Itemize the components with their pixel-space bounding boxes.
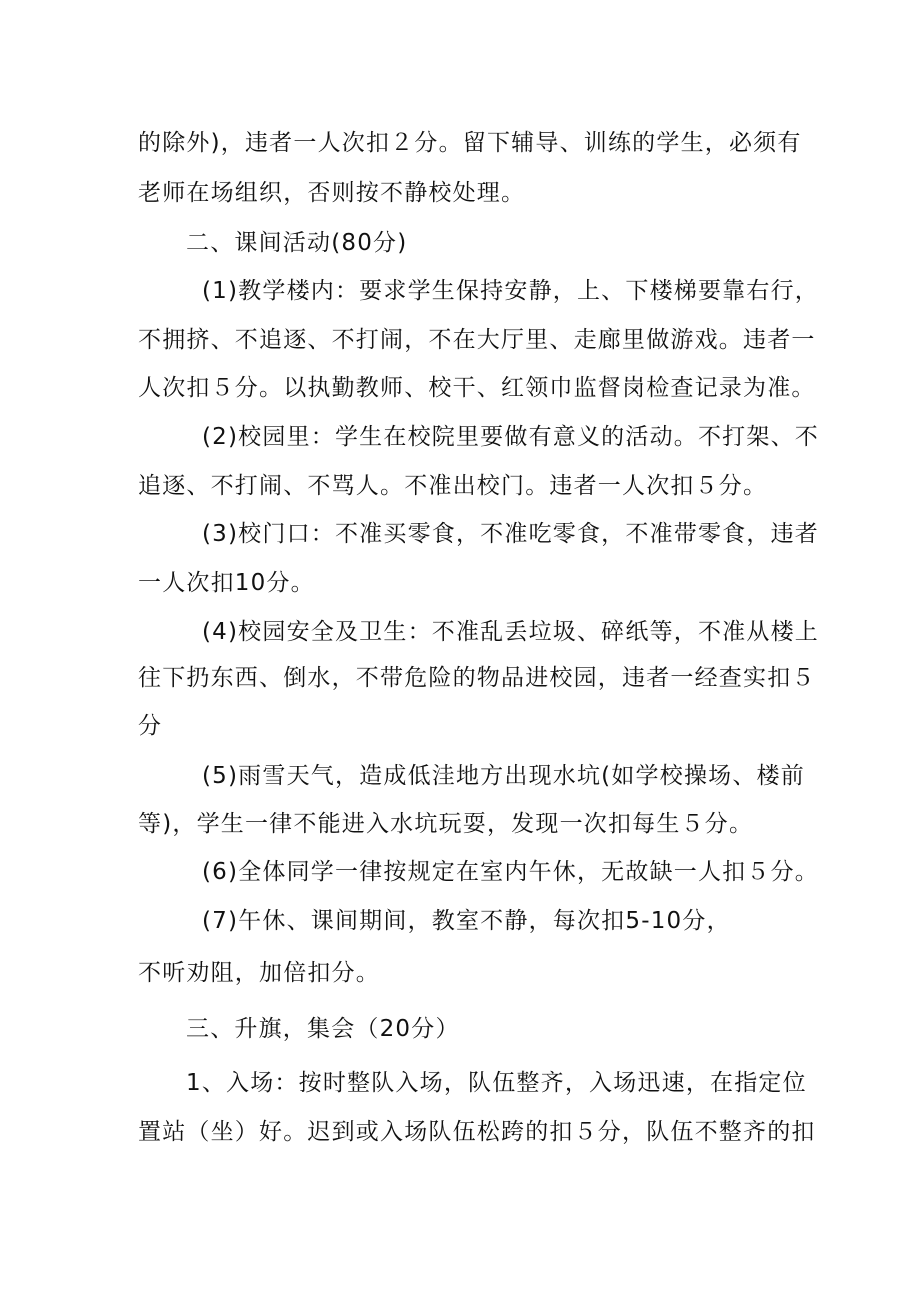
- text-line: (1)教学楼内：要求学生保持安静，上、下楼梯要靠右行，: [202, 278, 819, 304]
- text-line: (4)校园安全及卫生：不准乱丢垃圾、碎纸等，不准从楼上: [202, 619, 819, 645]
- section-heading: 二、课间活动(80分): [186, 230, 408, 256]
- text-line: 不拥挤、不追逐、不打闹，不在大厅里、走廊里做游戏。违者一: [138, 327, 816, 353]
- text-line: (3)校门口：不准买零食，不准吃零食，不准带零食，违者: [202, 521, 819, 547]
- text-line: 的除外)，违者一人次扣２分。留下辅导、训练的学生，必须有: [138, 130, 802, 156]
- text-line: (7)午休、课间期间，教室不静，每次扣5-10分，: [202, 908, 731, 934]
- text-line: 不听劝阻，加倍扣分。: [138, 960, 380, 986]
- text-line: 等)，学生一律不能进入水坑玩耍，发现一次扣每生５分。: [138, 811, 754, 837]
- text-line: (6)全体同学一律按规定在室内午休，无故缺一人扣５分。: [202, 859, 819, 885]
- text-line: 分: [138, 713, 163, 739]
- text-line: 1、入场：按时整队入场，队伍整齐，入场迅速，在指定位: [186, 1070, 807, 1096]
- text-line: 追逐、不打闹、不骂人。不准出校门。违者一人次扣５分。: [138, 473, 768, 499]
- text-line: 人次扣５分。以执勤教师、校干、红领巾监督岗检查记录为准。: [138, 375, 816, 401]
- text-line: 置站（坐）好。迟到或入场队伍松跨的扣５分，队伍不整齐的扣: [138, 1119, 816, 1145]
- text-line: 一人次扣10分。: [138, 570, 315, 596]
- text-line: (2)校园里：学生在校院里要做有意义的活动。不打架、不: [202, 424, 819, 450]
- section-heading: 三、升旗，集会（20分）: [186, 1016, 460, 1042]
- text-line: 老师在场组织，否则按不静校处理。: [138, 180, 526, 206]
- text-line: (5)雨雪天气，造成低洼地方出现水坑(如学校操场、楼前: [202, 763, 805, 789]
- text-line: 往下扔东西、倒水，不带危险的物品进校园，违者一经查实扣５: [138, 665, 816, 691]
